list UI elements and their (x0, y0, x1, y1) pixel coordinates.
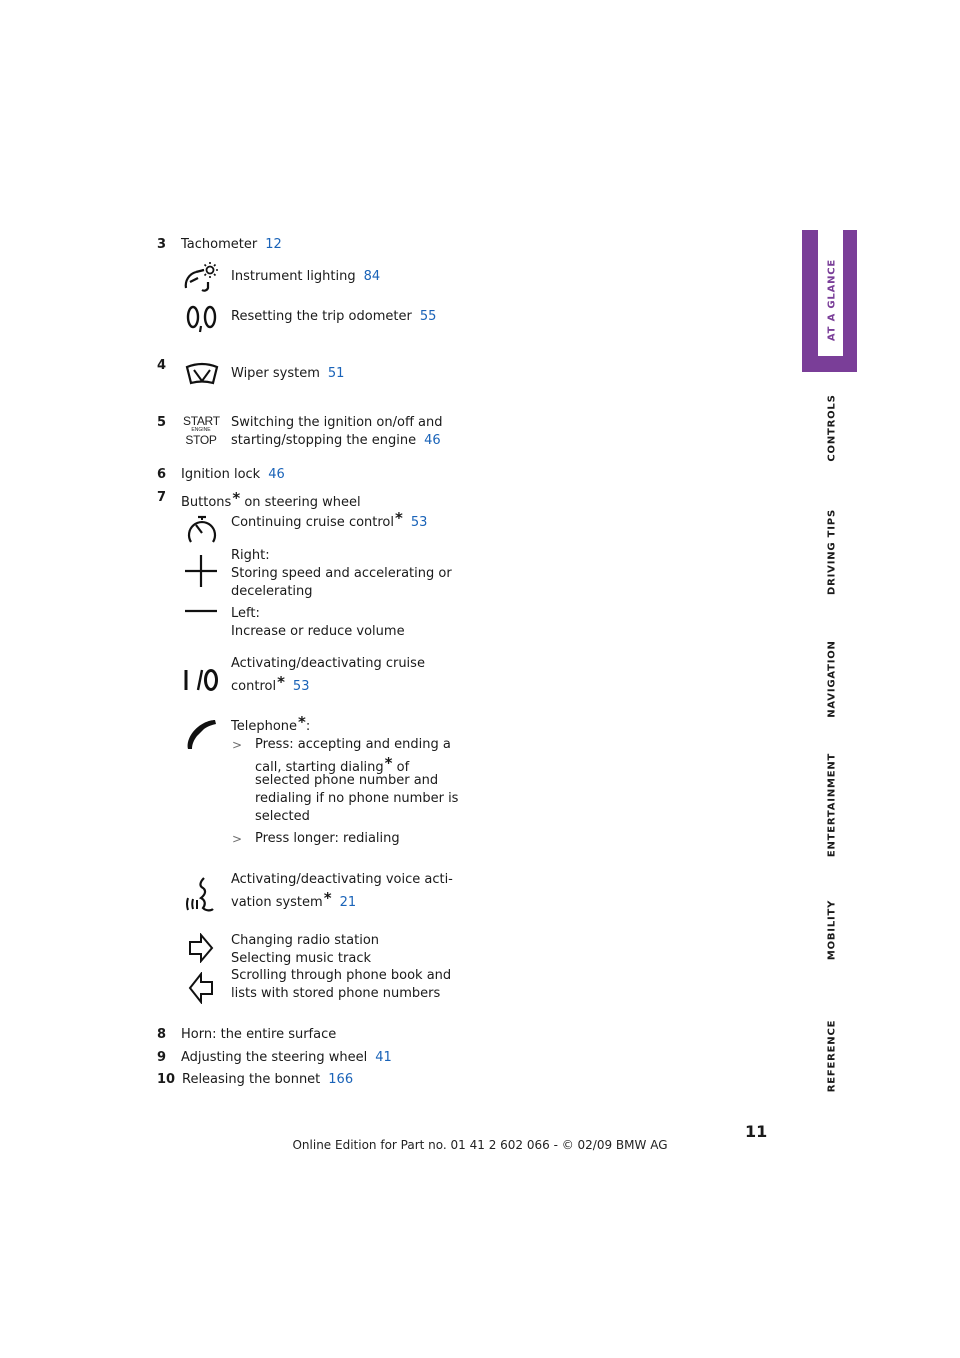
item-label: Wiper system (231, 366, 320, 381)
left-button-label: Left: (231, 606, 260, 621)
voice-activation-text-line2 (231, 889, 356, 912)
item-label: Tachometer (181, 237, 258, 252)
item-label: Buttons (181, 495, 232, 510)
item-7 (157, 489, 166, 507)
right-button-description: Storing speed and accelerating or (231, 566, 452, 581)
item-label: call, starting dialing (255, 760, 384, 775)
sidebar-tab-label: DRIVING TIPS (826, 509, 838, 595)
item-label: Switching the ignition on/off and (231, 415, 443, 430)
on-off-icon (183, 668, 219, 692)
bullet-marker: > (232, 832, 243, 846)
arrow-buttons-text: Selecting music track (231, 951, 371, 966)
voice-activation-icon (184, 876, 218, 914)
right-button-description: decelerating (231, 584, 313, 599)
cruise-onoff-text: Activating/deactivating cruise (231, 656, 425, 671)
optional-equipment-star: * (277, 673, 285, 691)
item-number: 6 (157, 467, 167, 482)
item-number: 8 (157, 1027, 167, 1042)
telephone-bullet-text: redialing if no phone number is (255, 791, 459, 806)
item-label: Releasing the bonnet (182, 1072, 321, 1087)
trip-odometer-reset-icon (186, 304, 220, 334)
phone-handset-icon (184, 717, 218, 751)
telephone-title (231, 713, 310, 736)
instrument-lighting-icon (182, 260, 222, 294)
cruise-control-icon (186, 514, 218, 548)
page-reference-link[interactable]: 84 (363, 269, 381, 284)
page-reference-link[interactable]: 41 (375, 1050, 392, 1065)
telephone-bullet-text: Press longer: redialing (255, 831, 400, 846)
item-4-text (231, 365, 344, 383)
page-reference-link[interactable]: 46 (268, 467, 285, 482)
item-label: Telephone (231, 719, 298, 734)
item-number: 10 (157, 1072, 176, 1087)
item-10 (157, 1071, 175, 1089)
sidebar-tab-label: CONTROLS (826, 394, 838, 462)
item-number: 7 (157, 490, 167, 505)
item-6 (157, 466, 166, 484)
sidebar-tab-label: REFERENCE (826, 1019, 838, 1093)
left-button-description: Increase or reduce volume (231, 624, 405, 639)
item-label: on steering wheel (240, 495, 361, 510)
item-5 (157, 414, 166, 432)
voice-activation-text: Activating/deactivating voice acti- (231, 872, 453, 887)
arrow-buttons-text: lists with stored phone numbers (231, 986, 441, 1001)
telephone-bullet-text: selected phone number and (255, 773, 439, 788)
sidebar-tab-label: ENTERTAINMENT (826, 752, 838, 858)
sidebar-tab-label: NAVIGATION (826, 640, 838, 718)
optional-equipment-star: * (298, 713, 306, 731)
item-label: Ignition lock (181, 467, 261, 482)
icon-caption: START (183, 414, 220, 428)
bullet-marker: > (232, 738, 243, 752)
instrument-lighting-text (231, 268, 380, 286)
item-label: : (305, 719, 311, 734)
page-number: 11 (745, 1122, 768, 1141)
item-5-line2 (231, 432, 441, 450)
item-3 (157, 236, 166, 254)
page-reference-link[interactable]: 46 (424, 433, 441, 448)
icon-caption: ENGINE (191, 427, 211, 433)
plus-icon (184, 554, 218, 588)
item-number: 9 (157, 1050, 167, 1065)
item-8 (157, 1026, 166, 1044)
page-reference-link[interactable]: 55 (419, 309, 437, 324)
page-reference-link[interactable]: 53 (410, 515, 428, 530)
item-10-text (182, 1071, 353, 1089)
item-label: starting/stopping the engine (231, 433, 417, 448)
page-reference-link[interactable]: 21 (339, 895, 357, 910)
minus-icon (184, 608, 218, 614)
item-number: 3 (157, 237, 167, 252)
item-4 (157, 357, 166, 375)
item-number: 4 (157, 358, 167, 373)
optional-equipment-star: * (232, 489, 241, 507)
right-button-label: Right: (231, 548, 270, 563)
item-9-text (181, 1049, 392, 1067)
item-label: of (392, 760, 410, 775)
item-label: Adjusting the steering wheel (181, 1050, 368, 1065)
item-5-line1 (231, 414, 443, 432)
optional-equipment-star: * (384, 754, 393, 772)
sidebar-tab-label: MOBILITY (826, 899, 838, 961)
arrow-left-icon (188, 972, 214, 1004)
page-reference-link[interactable]: 51 (327, 366, 345, 381)
footer-edition-note: Online Edition for Part no. 01 41 2 602 066 - © 02/09 BMW AG (292, 1138, 668, 1152)
item-9 (157, 1049, 166, 1067)
item-label: Continuing cruise control (231, 515, 395, 530)
item-3-text (181, 236, 282, 254)
item-8-text: Horn: the entire surface (181, 1027, 337, 1042)
optional-equipment-star: * (323, 889, 332, 907)
page-reference-link[interactable]: 12 (265, 237, 282, 252)
optional-equipment-star: * (395, 509, 403, 527)
item-label: Resetting the trip odometer (231, 309, 412, 324)
item-6-text (181, 466, 285, 484)
page-reference-link[interactable]: 166 (328, 1072, 354, 1087)
sidebar-tab-label: AT A GLANCE (826, 258, 838, 342)
item-number: 5 (157, 415, 167, 430)
cruise-continue-text (231, 509, 427, 532)
wiper-icon (184, 361, 220, 389)
arrow-buttons-text: Changing radio station (231, 933, 380, 948)
item-label: control (231, 679, 277, 694)
arrow-right-icon (188, 933, 214, 963)
item-label: vation system (231, 895, 323, 910)
item-label: Instrument lighting (231, 269, 356, 284)
start-stop-button-icon (183, 415, 219, 446)
cruise-onoff-text-line2 (231, 673, 309, 696)
page-reference-link[interactable]: 53 (292, 679, 310, 694)
icon-caption: STOP (185, 433, 217, 447)
arrow-buttons-text: Scrolling through phone book and (231, 968, 452, 983)
telephone-bullet-text: Press: accepting and ending a (255, 737, 451, 752)
telephone-bullet-text: selected (255, 809, 310, 824)
trip-odometer-text (231, 308, 436, 326)
